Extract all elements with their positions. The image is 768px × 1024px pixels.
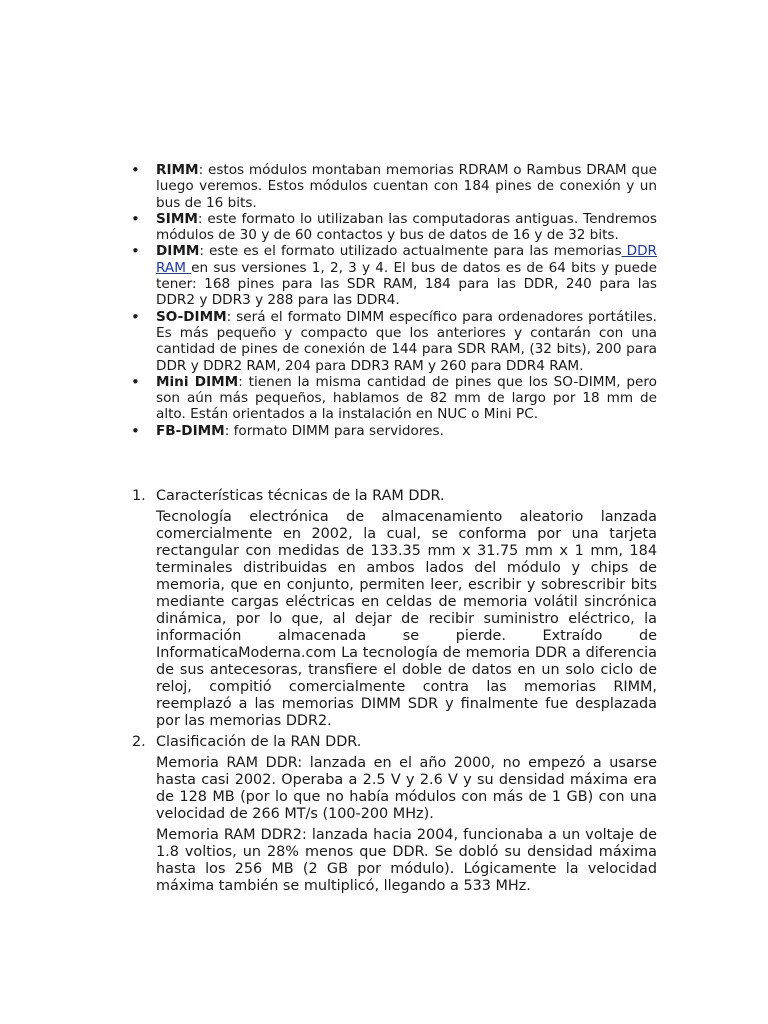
term-mini-dimm: Mini DIMM (156, 373, 239, 390)
section-paragraph: Memoria RAM DDR: lanzada en el año 2000, no empezó a usarse hasta casi 2002. Operaba a 2.5 V y 2.6 V y su densidad máxima era de 128 MB (por lo que no había módulos con más de 1 GB) con una velocidad de 266 MT/s (100-200 MHz). (156, 755, 657, 822)
list-item-so-dimm (156, 309, 657, 374)
term-so-dimm: SO-DIMM (156, 308, 227, 325)
list-item-rimm (156, 162, 657, 211)
desc-fb-dimm: : formato DIMM para servidores. (224, 422, 444, 439)
ddr-ram-link[interactable]: DDR RAM (156, 243, 657, 276)
term-simm: SIMM (156, 210, 198, 227)
numbered-sections (0, 488, 768, 899)
desc-rimm: : estos módulos montaban memorias RDRAM o Rambus DRAM que luego veremos. Estos módulos cuentan con 184 pines de conexión y un bus de 16 bits. (156, 162, 657, 211)
section-ddr-classification (132, 734, 657, 895)
desc-so-dimm: : será el formato DIMM específico para ordenadores portátiles. Es más pequeño y compacto que los anteriores y contarán con una cantidad de pines de conexión de 144 para SDR RAM, (32 bits), 200 para DDR y DDR2 RAM, 204 para DDR3 RAM y 260 para DDR4 RAM. (156, 308, 657, 374)
desc-simm: : este formato lo utilizaban las computadoras antiguas. Tendremos módulos de 30 y de 60 contactos y bus de datos de 16 y de 32 bits. (156, 210, 657, 244)
section-title: Clasificación de la RAN DDR. (156, 734, 362, 750)
section-title: Características técnicas de la RAM DDR. (156, 488, 445, 504)
desc-dimm-after: en sus versiones 1, 2, 3 y 4. El bus de datos es de 64 bits y puede tener: 168 pines para las SDR RAM, 184 para las DDR, 240 para las DDR2 y DDR3 y 288 para las DDR4. (156, 259, 657, 309)
dimm-format-list (0, 162, 768, 439)
list-item-dimm (156, 243, 657, 308)
desc-dimm-before: : este es el formato utilizado actualmente para las memorias (199, 243, 622, 260)
section-paragraph: Tecnología electrónica de almacenamiento aleatorio lanzada comercialmente en 2002, la cual, se conforma por una tarjeta rectangular con medidas de 133.35 mm x 31.75 mm x 1 mm, 184 terminales distribuidas en ambos lados del módulo y chips de memoria, que en conjunto, permiten leer, escribir y sobrescribir bits mediante cargas eléctricas en celdas de memoria volátil sincrónica dinámica, por lo que, al dejar de recibir suministro eléctrico, la información almacenada se pierde. Extraído de InformaticaModerna.com La tecnología de memoria DDR a diferencia de sus antecesoras, transfiere el doble de datos en un solo ciclo de reloj, compitió comercialmente contra las memorias RIMM, reemplazó a las memorias DIMM SDR y finalmente fue desplazada por las memorias DDR2. (156, 509, 657, 729)
list-item-mini-dimm (156, 374, 657, 423)
term-rimm: RIMM (156, 162, 199, 178)
section-ddr-specs (132, 488, 657, 730)
term-dimm: DIMM (156, 243, 200, 260)
section-number: 1. (132, 488, 146, 504)
list-item-fb-dimm (156, 423, 657, 439)
desc-mini-dimm: : tienen la misma cantidad de pines que los SO-DIMM, pero son aún más pequeños, hablamos de 82 mm de largo por 18 mm de alto. Están orientados a la instalación en NUC o Mini PC. (156, 373, 657, 423)
term-fb-dimm: FB-DIMM (156, 422, 225, 439)
section-paragraph: Memoria RAM DDR2: lanzada hacia 2004, funcionaba a un voltaje de 1.8 voltios, un 28% menos que DDR. Se dobló su densidad máxima hasta los 256 MB (2 GB por módulo). Lógicamente la velocidad máxima también se multiplicó, llegando a 533 MHz. (156, 827, 657, 894)
list-item-simm (156, 211, 657, 244)
section-number: 2. (132, 734, 146, 750)
